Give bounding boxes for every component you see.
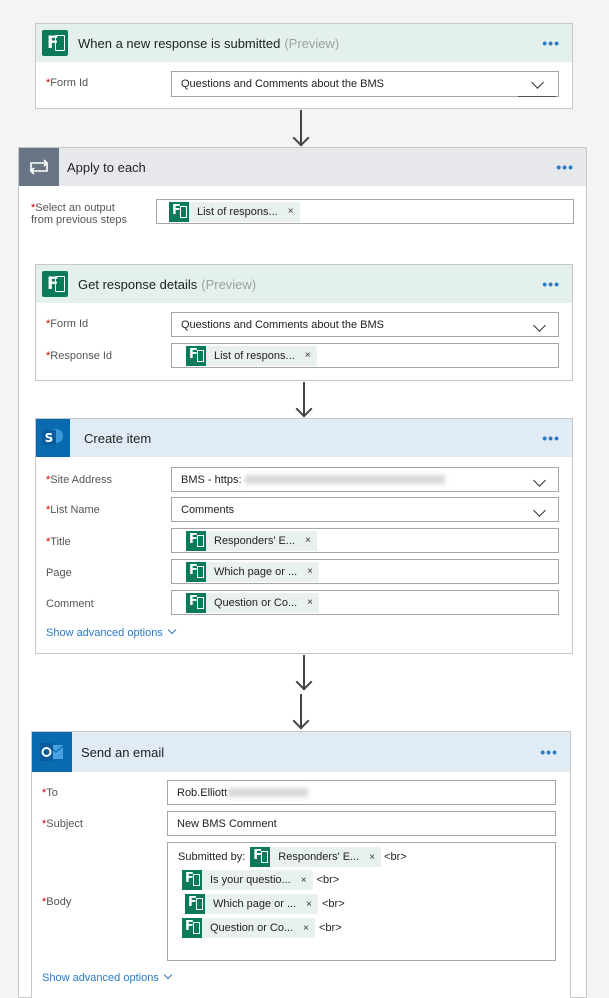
title-label: *Title: [46, 536, 71, 548]
remove-token-icon[interactable]: ×: [303, 922, 309, 934]
trigger-title: When a new response is submitted (Preview): [78, 35, 340, 51]
show-advanced-options-link[interactable]: Show advanced options: [42, 972, 171, 984]
loop-icon: [19, 148, 59, 186]
dynamic-token[interactable]: F Responders' E... ×: [186, 531, 317, 551]
dynamic-token[interactable]: F Question or Co... ×: [186, 593, 319, 613]
outlook-icon: [32, 732, 72, 772]
body-label: *Body: [42, 896, 72, 908]
body-field[interactable]: [167, 842, 556, 961]
create-item-card: [35, 418, 573, 654]
remove-token-icon[interactable]: ×: [287, 206, 294, 217]
to-field[interactable]: Rob.Elliott: [167, 780, 556, 805]
trigger-card: [35, 23, 573, 109]
sharepoint-icon: [36, 419, 70, 457]
apply-more-icon[interactable]: •••: [556, 159, 574, 175]
apply-to-each-title: Apply to each: [67, 159, 146, 175]
blurred-email: [228, 788, 308, 797]
chevron-down-icon: [533, 504, 546, 517]
select-output-field[interactable]: [156, 199, 574, 224]
create-item-more-icon[interactable]: •••: [542, 430, 560, 446]
remove-token-icon[interactable]: ×: [304, 535, 311, 546]
send-email-card: [31, 731, 571, 998]
forms-token-icon: [169, 202, 189, 222]
get-details-more-icon[interactable]: •••: [542, 276, 560, 292]
dynamic-token[interactable]: F Is your questio... ×: [182, 870, 313, 890]
body-line-3: F Which page or ... × <br>: [185, 894, 345, 914]
remove-token-icon[interactable]: ×: [306, 898, 312, 910]
body-line-4: F Question or Co... × <br>: [182, 918, 342, 938]
blurred-url: [245, 475, 445, 484]
chevron-down-icon: [168, 626, 176, 634]
dynamic-token[interactable]: F Question or Co... ×: [182, 918, 315, 938]
forms-token-icon: [186, 593, 206, 613]
comment-label: Comment: [46, 598, 94, 610]
select-output-label: *Select an output from previous steps: [31, 202, 127, 226]
trigger-more-icon[interactable]: •••: [542, 35, 560, 51]
body-line-2: F Is your questio... × <br>: [182, 870, 339, 890]
form-id-dropdown[interactable]: Questions and Comments about the BMS: [171, 312, 559, 337]
site-address-label: *Site Address: [46, 474, 113, 486]
subject-label: *Subject: [42, 818, 83, 830]
send-email-more-icon[interactable]: •••: [540, 744, 558, 760]
page-label: Page: [46, 567, 72, 579]
forms-token-icon: [185, 894, 205, 914]
forms-token-icon: [186, 562, 206, 582]
dynamic-token[interactable]: F Which page or ... ×: [185, 894, 318, 914]
list-name-label: *List Name: [46, 504, 100, 516]
form-id-label: *Form Id: [46, 77, 89, 89]
show-advanced-options-link[interactable]: Show advanced options: [46, 627, 175, 639]
remove-token-icon[interactable]: ×: [307, 566, 313, 577]
body-line-1: Submitted by: F Responders' E... × <br>: [178, 847, 407, 867]
remove-token-icon[interactable]: ×: [304, 350, 311, 361]
to-label: *To: [42, 787, 58, 799]
comment-field[interactable]: [171, 590, 559, 615]
list-name-dropdown[interactable]: Comments: [171, 497, 559, 522]
svg-text:S: S: [44, 431, 54, 445]
dynamic-token[interactable]: F Responders' E... ×: [250, 847, 381, 867]
chevron-down-icon: [164, 971, 172, 979]
send-email-title: Send an email: [81, 744, 165, 760]
apply-to-each-header[interactable]: [19, 148, 586, 186]
trigger-header[interactable]: [36, 24, 572, 62]
form-id-label: *Form Id: [46, 318, 89, 330]
forms-token-icon: [182, 870, 202, 890]
dynamic-token[interactable]: F List of respons... ×: [169, 202, 300, 222]
arrow-head: [293, 130, 310, 147]
form-id-dropdown[interactable]: Questions and Comments about the BMS: [171, 71, 559, 97]
get-details-title: Get response details (Preview): [78, 276, 257, 292]
dropdown-underline: [518, 96, 556, 97]
create-item-title: Create item: [84, 430, 152, 446]
get-response-details-card: [35, 264, 573, 381]
forms-token-icon: [186, 531, 206, 551]
chevron-down-icon: [533, 319, 546, 332]
page-field[interactable]: [171, 559, 559, 584]
title-field[interactable]: [171, 528, 559, 553]
get-details-header[interactable]: [36, 265, 572, 303]
forms-token-icon: [186, 346, 206, 366]
send-email-header[interactable]: [32, 732, 570, 772]
site-address-dropdown[interactable]: BMS - https:: [171, 467, 559, 492]
forms-icon: F: [42, 271, 68, 297]
subject-field[interactable]: New BMS Comment: [167, 811, 556, 836]
create-item-header[interactable]: [36, 419, 572, 457]
forms-token-icon: [182, 918, 202, 938]
forms-icon: F: [42, 30, 68, 56]
dynamic-token[interactable]: F List of respons... ×: [186, 346, 317, 366]
forms-token-icon: [250, 847, 270, 867]
remove-token-icon[interactable]: ×: [307, 597, 313, 608]
remove-token-icon[interactable]: ×: [369, 851, 376, 863]
response-id-label: *Response Id: [46, 350, 113, 362]
response-id-field[interactable]: [171, 343, 559, 368]
chevron-down-icon: [533, 474, 546, 487]
dynamic-token[interactable]: F Which page or ... ×: [186, 562, 319, 582]
remove-token-icon[interactable]: ×: [300, 874, 307, 886]
